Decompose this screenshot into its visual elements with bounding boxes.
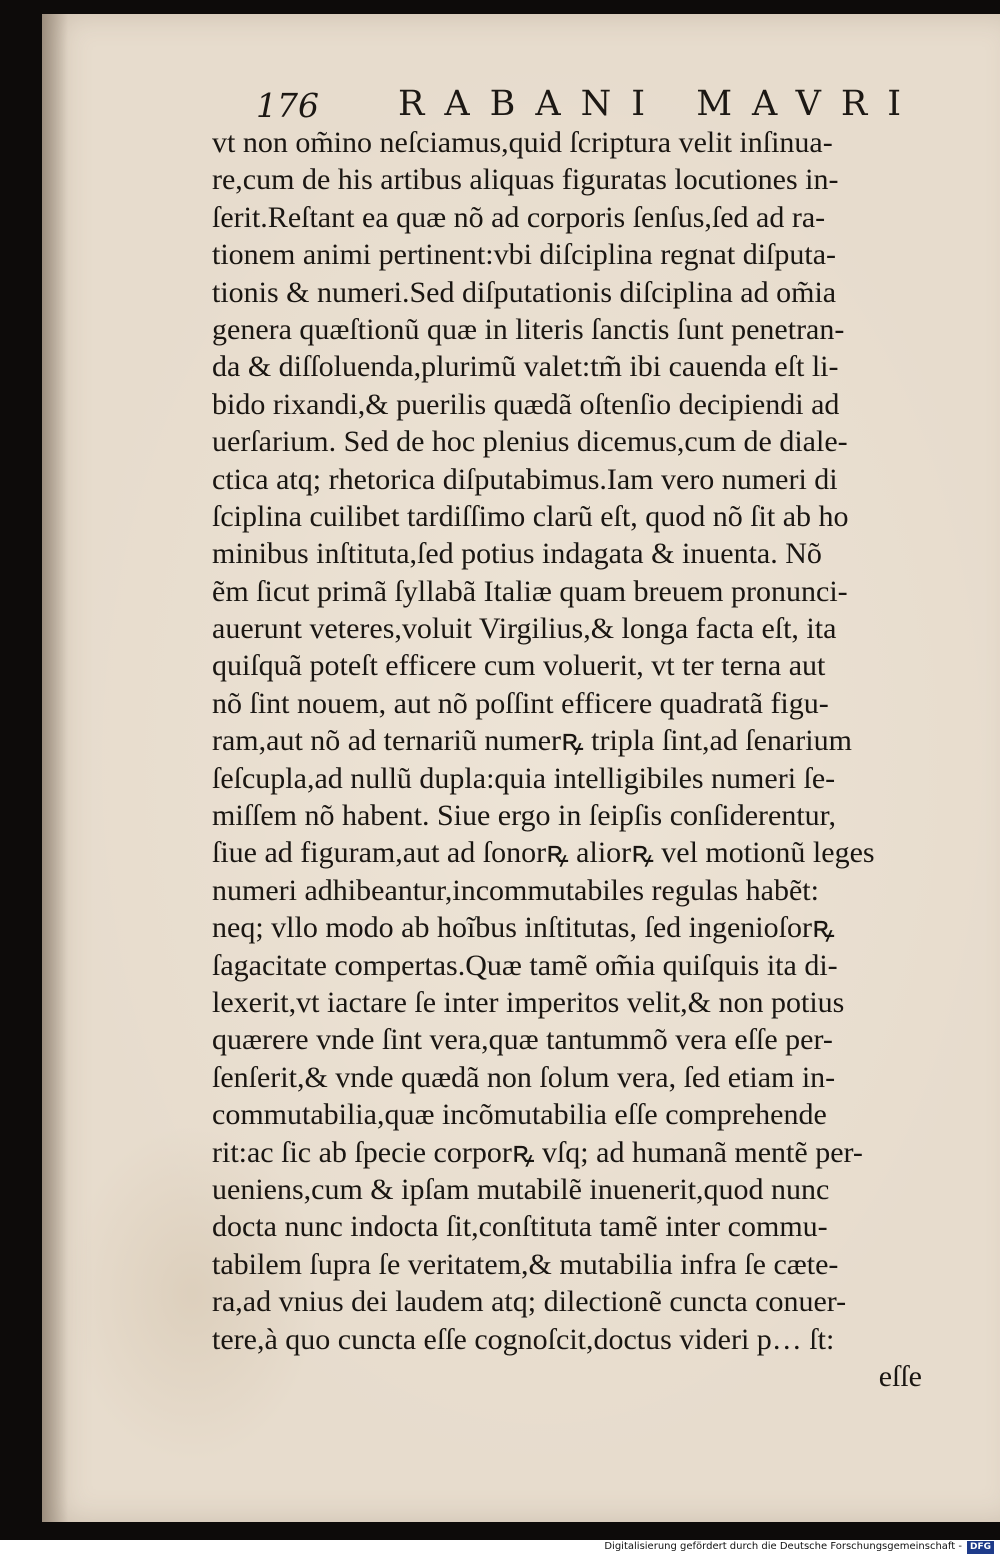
text-line: ueniens,cum & ipſam mutabilẽ inuenerit,quod nunc xyxy=(212,1172,830,1206)
text-line: ctica atq; rhetorica diſputabimus.Iam vero numeri di xyxy=(212,462,838,496)
text-line: auerunt veteres,voluit Virgilius,& longa facta eſt, ita xyxy=(212,612,837,646)
text-line: minibus inſtituta,ſed potius indagata & inuenta. Nõ xyxy=(212,537,822,571)
text-line: ra,ad vnius dei laudem atq; dilectionẽ cuncta conuer- xyxy=(212,1285,847,1319)
text-line: tere,à quo cuncta eſſe cognoſcit,doctus videri p… ſt: xyxy=(212,1322,835,1356)
text-line: da & diſſoluenda,plurimũ valet:tm̃ ibi cauenda eſt li- xyxy=(212,350,839,384)
text-line: tabilem ſupra ſe veritatem,& mutabilia infra ſe cæte- xyxy=(212,1247,839,1281)
text-line: ram,aut nõ ad ternariũ numerꝶ tripla ſint,ad ſenarium xyxy=(212,724,852,758)
text-line: ſerit.Reſtant ea quæ nõ ad corporis ſenſus,ſed ad ra- xyxy=(212,200,826,234)
text-line: vt non om̃ino neſciamus,quid ſcriptura velit inſinua- xyxy=(212,126,833,159)
dfg-logo: DFG xyxy=(967,1541,994,1554)
text-line: tionem animi pertinent:vbi diſciplina regnat diſputa- xyxy=(212,238,837,272)
page-number: 176 xyxy=(256,86,319,125)
gutter-shadow xyxy=(42,14,68,1522)
text-line: ſagacitate compertas.Quæ tamẽ om̃ia quiſquis ita di- xyxy=(212,948,838,982)
running-title: RABANI MAVRI xyxy=(398,84,922,124)
text-line: ſenſerit,& vnde quædã non ſolum vera, ſed etiam in- xyxy=(212,1060,836,1094)
text-line: genera quæſtionũ quæ in literis ſanctis ſunt penetran- xyxy=(212,312,845,346)
text-line: ſiue ad figuram,aut ad ſonorꝶ aliorꝶ vel motionũ leges xyxy=(212,836,875,870)
text-line: ſciplina cuilibet tardiſſimo clarũ eſt, quod nõ ſit ab ho xyxy=(212,499,849,533)
text-line: ẽm ſicut primã ſyllabã Italiæ quam breuem pronunci- xyxy=(212,574,848,608)
text-line: miſſem nõ habent. Siue ergo in ſeipſis conſiderentur, xyxy=(212,799,836,833)
text-line: lexerit,vt iactare ſe inter imperitos velit,& non potius xyxy=(212,985,845,1019)
text-line: ſeſcupla,ad nullũ dupla:quia intelligibiles numeri ſe- xyxy=(212,761,836,795)
digitization-footer xyxy=(0,1540,1000,1556)
text-line: tionis & numeri.Sed diſputationis diſciplina ad om̃ia xyxy=(212,275,837,309)
text-line: neq; vllo modo ab hoĩbus inſtitutas, ſed ingenioſorꝶ xyxy=(212,911,835,945)
body-text xyxy=(212,124,942,1395)
text-line: quærere vnde ſint vera,quæ tantummõ vera eſſe per- xyxy=(212,1023,833,1057)
text-line: docta nunc indocta ſit,conſtituta tamẽ inter commu- xyxy=(212,1210,828,1244)
text-line: rit:ac ſic ab ſpecie corporꝶ vſq; ad humanã mentẽ per- xyxy=(212,1135,863,1169)
text-line: re,cum de his artibus aliquas figuratas locutiones in- xyxy=(212,163,839,197)
text-line: quiſquã poteſt efficere cum voluerit, vt ter terna aut xyxy=(212,649,826,683)
text-line: nõ ſint nouem, aut nõ poſſint efficere quadratã figu- xyxy=(212,686,829,720)
text-line: commutabilia,quæ incõmutabilia eſſe comprehende xyxy=(212,1098,827,1132)
text-line: numeri adhibeantur,incommutabiles regulas habẽt: xyxy=(212,873,819,907)
text-line: bido rixandi,& puerilis quædã oſtenſio decipiendi ad xyxy=(212,387,840,421)
funding-credit: Digitalisierung gefördert durch die Deutsche Forschungsgemeinschaft - xyxy=(604,1541,962,1552)
text-line: uerſarium. Sed de hoc plenius dicemus,cum de diale- xyxy=(212,425,848,459)
catchword: eſſe xyxy=(878,1359,922,1393)
